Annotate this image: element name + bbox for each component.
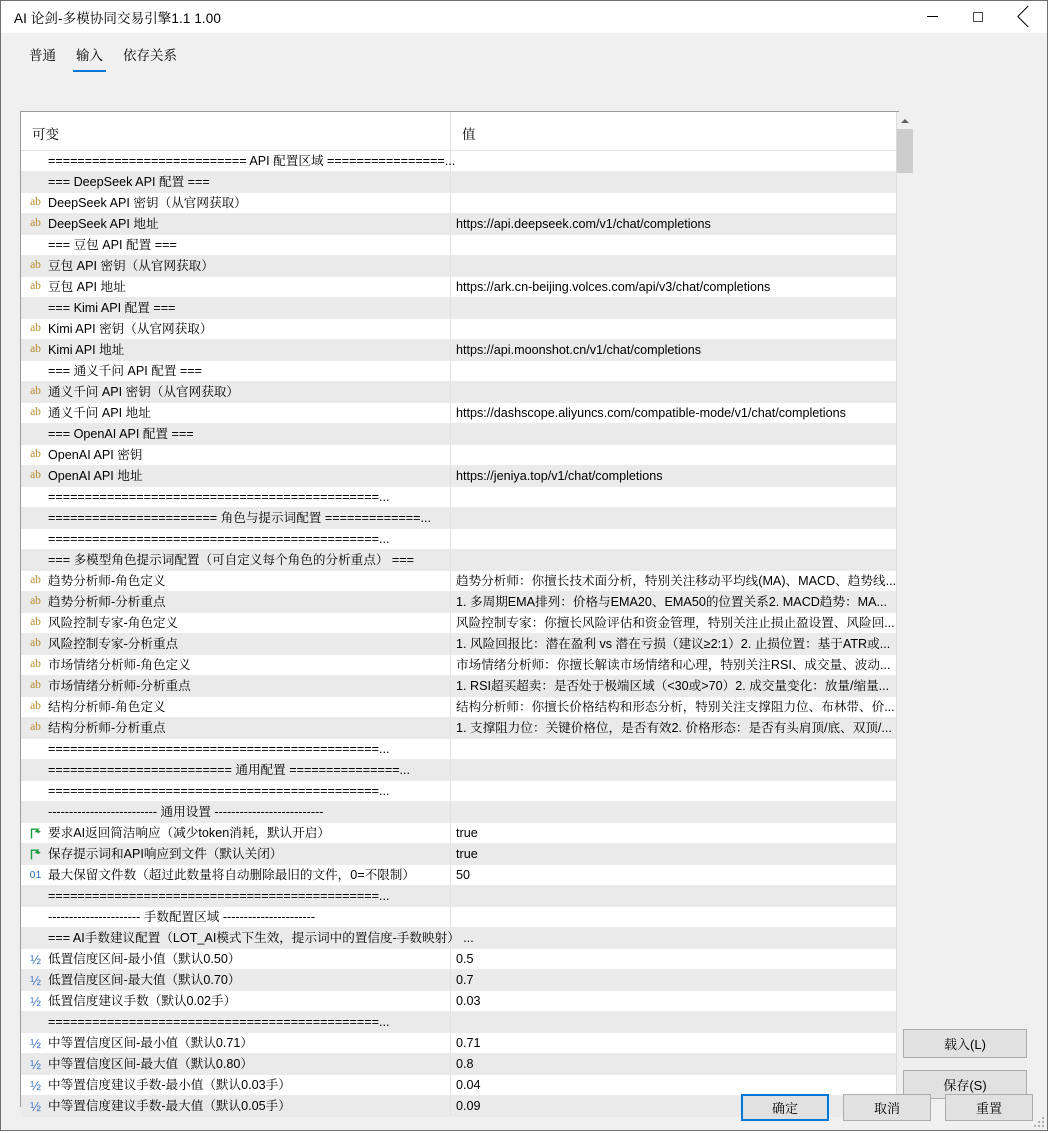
row-variable-cell[interactable] <box>21 340 451 360</box>
row-value-cell[interactable] <box>451 340 896 360</box>
table-row[interactable] <box>21 697 896 718</box>
row-value-label: 1. 支撑阻力位：关键价格位，是否有效2. 价格形态：是否有头肩顶/底、双顶/... <box>456 720 892 735</box>
row-variable-label: 中等置信度区间-最小值（默认0.71） <box>48 1035 254 1050</box>
tab-strip <box>1 41 187 71</box>
table-row[interactable] <box>21 823 896 844</box>
table-row[interactable] <box>21 1054 896 1075</box>
row-value-cell[interactable] <box>451 760 896 780</box>
row-variable-cell[interactable] <box>21 172 451 192</box>
row-value-cell[interactable] <box>451 529 896 549</box>
table-row[interactable] <box>21 382 896 403</box>
row-variable-label: 通义千问 API 密钥（从官网获取） <box>48 384 240 399</box>
row-value-cell[interactable] <box>451 571 896 591</box>
row-variable-label: ========================= 通用配置 ===============... <box>48 762 411 777</box>
row-variable-cell[interactable] <box>21 193 451 213</box>
table-row[interactable] <box>21 991 896 1012</box>
row-variable-cell[interactable] <box>21 403 451 423</box>
row-variable-cell[interactable] <box>21 571 451 591</box>
save-button[interactable]: 保存(S) <box>903 1070 1027 1099</box>
row-variable-label: 低置信度建议手数（默认0.02手） <box>48 993 237 1008</box>
row-variable-label: 豆包 API 密钥（从官网获取） <box>48 258 214 273</box>
row-variable-label: 中等置信度建议手数-最大值（默认0.05手） <box>48 1098 291 1113</box>
maximize-button[interactable] <box>955 1 1001 32</box>
row-value-label: true <box>456 846 478 861</box>
row-value-label: https://ark.cn-beijing.volces.com/api/v3/chat/completions <box>456 279 771 294</box>
row-variable-label: 风险控制专家-角色定义 <box>48 615 179 630</box>
row-value-cell[interactable] <box>451 970 896 990</box>
table-row[interactable] <box>21 256 896 277</box>
table-row[interactable] <box>21 760 896 781</box>
table-row[interactable] <box>21 949 896 970</box>
row-variable-label: ======================= 角色与提示词配置 =============... <box>48 510 432 525</box>
string-type-icon: ab <box>30 196 41 209</box>
row-value-cell[interactable] <box>451 487 896 507</box>
row-variable-label: === 通义千问 API 配置 === <box>48 363 202 378</box>
row-variable-cell[interactable] <box>21 256 451 276</box>
string-type-icon: ab <box>30 259 41 272</box>
row-variable-cell[interactable] <box>21 466 451 486</box>
table-row[interactable] <box>21 571 896 592</box>
row-value-cell[interactable] <box>451 718 896 738</box>
tab-dependencies[interactable]: 依存关系 <box>123 48 177 63</box>
table-row[interactable] <box>21 172 896 193</box>
row-variable-cell[interactable] <box>21 970 451 990</box>
row-variable-cell[interactable] <box>21 991 451 1011</box>
table-rows <box>21 151 896 1117</box>
table-row[interactable] <box>21 466 896 487</box>
row-variable-label: =========================== API 配置区域 ================... <box>48 153 456 168</box>
chevron-up-icon <box>901 119 909 123</box>
string-type-icon: ab <box>30 385 41 398</box>
row-variable-label: 豆包 API 地址 <box>48 279 126 294</box>
row-value-cell[interactable] <box>451 739 896 759</box>
row-variable-cell[interactable] <box>21 1012 451 1032</box>
row-variable-label: OpenAI API 密钥 <box>48 447 143 462</box>
row-variable-cell[interactable] <box>21 298 451 318</box>
string-type-icon: ab <box>30 322 41 335</box>
row-variable-cell[interactable] <box>21 550 451 570</box>
row-value-cell[interactable] <box>451 466 896 486</box>
double-type-icon: ½ <box>30 1056 41 1072</box>
row-variable-label: =============================================... <box>48 741 390 756</box>
close-icon <box>1018 11 1030 23</box>
header-value: 值 <box>462 127 476 142</box>
row-value-label: 1. 多周期EMA排列：价格与EMA20、EMA50的位置关系2. MACD趋势：MA... <box>456 594 888 609</box>
string-type-icon: ab <box>30 343 41 356</box>
table-row[interactable] <box>21 928 896 949</box>
row-variable-label: =============================================... <box>48 783 390 798</box>
string-type-icon: ab <box>30 616 41 629</box>
row-value-label: 50 <box>456 867 471 882</box>
row-value-cell[interactable] <box>451 613 896 633</box>
row-value-cell[interactable] <box>451 634 896 654</box>
row-value-label: https://dashscope.aliyuncs.com/compatible-mode/v1/chat/completions <box>456 405 846 420</box>
row-variable-cell[interactable] <box>21 781 451 801</box>
row-variable-cell[interactable] <box>21 151 456 171</box>
row-value-label: https://api.moonshot.cn/v1/chat/completions <box>456 342 702 357</box>
string-type-icon: ab <box>30 406 41 419</box>
table-row[interactable] <box>21 529 896 550</box>
row-variable-cell[interactable] <box>21 382 451 402</box>
table-row[interactable] <box>21 886 896 907</box>
double-type-icon: ½ <box>30 1035 41 1051</box>
row-variable-label: =============================================... <box>48 888 390 903</box>
row-value-cell[interactable] <box>451 256 896 276</box>
row-variable-label: 趋势分析师-分析重点 <box>48 594 166 609</box>
row-value-cell[interactable] <box>451 214 896 234</box>
table-row[interactable] <box>21 781 896 802</box>
table-row[interactable] <box>21 277 896 298</box>
maximize-icon <box>973 12 983 22</box>
row-variable-cell[interactable] <box>21 508 451 528</box>
row-variable-label: === AI手数建议配置（LOT_AI模式下生效，提示词中的置信度-手数映射） ... <box>48 930 474 945</box>
row-value-cell[interactable] <box>451 445 896 465</box>
row-value-label: 0.8 <box>456 1056 474 1071</box>
row-value-cell[interactable] <box>451 424 896 444</box>
row-variable-label: 通义千问 API 地址 <box>48 405 151 420</box>
row-variable-cell[interactable] <box>21 361 451 381</box>
row-value-cell[interactable] <box>451 928 896 948</box>
vertical-scrollbar[interactable] <box>896 112 913 1106</box>
row-variable-cell[interactable] <box>21 634 451 654</box>
row-variable-label: =============================================... <box>48 531 390 546</box>
row-variable-label: DeepSeek API 密钥（从官网获取） <box>48 195 247 210</box>
row-value-cell[interactable] <box>451 172 896 192</box>
string-type-icon: ab <box>30 595 41 608</box>
row-variable-cell[interactable] <box>21 1033 451 1053</box>
row-value-cell[interactable] <box>451 592 896 612</box>
row-value-cell[interactable] <box>451 550 896 570</box>
scroll-up-button[interactable] <box>897 112 913 129</box>
boolean-type-icon <box>27 827 44 840</box>
row-value-label: 趋势分析师：你擅长技术面分析，特别关注移动平均线(MA)、MACD、趋势线... <box>456 573 897 588</box>
window-title: AI 论剑-多模协同交易引擎1.1 1.00 <box>14 10 221 26</box>
load-button[interactable]: 载入(L) <box>903 1029 1027 1058</box>
row-variable-cell[interactable] <box>21 739 451 759</box>
table-row[interactable] <box>21 403 896 424</box>
row-value-label: 1. RSI超买超卖：是否处于极端区域（<30或>70）2. 成交量变化：放量/缩量... <box>456 678 890 693</box>
table-row[interactable] <box>21 1033 896 1054</box>
boolean-type-icon <box>27 848 44 861</box>
resize-grip[interactable] <box>1032 1115 1044 1127</box>
cancel-button[interactable]: 取消 <box>843 1094 931 1121</box>
row-value-label: 市场情绪分析师：你擅长解读市场情绪和心理，特别关注RSI、成交量、波动... <box>456 657 891 672</box>
table-row[interactable] <box>21 508 896 529</box>
row-value-label: 结构分析师：你擅长价格结构和形态分析，特别关注支撑阻力位、布林带、价... <box>456 699 895 714</box>
double-type-icon: ½ <box>30 1077 41 1093</box>
row-variable-cell[interactable] <box>21 865 451 885</box>
reset-button[interactable]: 重置 <box>945 1094 1033 1121</box>
row-value-label: 0.5 <box>456 951 474 966</box>
row-variable-label: 低置信度区间-最大值（默认0.70） <box>48 972 241 987</box>
row-variable-cell[interactable] <box>21 214 451 234</box>
table-row[interactable] <box>21 214 896 235</box>
row-variable-label: OpenAI API 地址 <box>48 468 143 483</box>
string-type-icon: ab <box>30 469 41 482</box>
row-variable-cell[interactable] <box>21 928 474 948</box>
double-type-icon: ½ <box>30 951 41 967</box>
string-type-icon: ab <box>30 658 41 671</box>
table-row[interactable] <box>21 739 896 760</box>
row-value-cell[interactable] <box>451 361 896 381</box>
row-value-cell[interactable] <box>451 1033 896 1053</box>
row-variable-cell[interactable] <box>21 844 451 864</box>
double-type-icon: ½ <box>30 972 41 988</box>
row-variable-cell[interactable] <box>21 529 451 549</box>
table-header-row <box>21 112 896 151</box>
string-type-icon: ab <box>30 217 41 230</box>
row-variable-label: -------------------------- 通用设置 -------------------------- <box>48 804 324 819</box>
table-row[interactable] <box>21 487 896 508</box>
window-controls <box>909 1 1047 32</box>
string-type-icon: ab <box>30 637 41 650</box>
row-value-cell[interactable] <box>451 298 896 318</box>
row-value-label: 1. 风险回报比：潜在盈利 vs 潜在亏损（建议≥2:1）2. 止损位置：基于ATR或... <box>456 636 891 651</box>
row-value-cell[interactable] <box>451 886 896 906</box>
table-row[interactable] <box>21 592 896 613</box>
row-variable-cell[interactable] <box>21 592 451 612</box>
row-variable-label: 要求AI返回简洁响应（减少token消耗，默认开启） <box>48 825 330 840</box>
row-value-cell[interactable] <box>451 823 896 843</box>
table-row[interactable] <box>21 802 896 823</box>
row-value-cell[interactable] <box>451 193 896 213</box>
tab-common[interactable]: 普通 <box>29 48 56 63</box>
row-variable-cell[interactable] <box>21 886 451 906</box>
row-variable-cell[interactable] <box>21 1096 451 1116</box>
row-value-label: true <box>456 825 478 840</box>
row-variable-label: =============================================... <box>48 489 390 504</box>
row-variable-label: DeepSeek API 地址 <box>48 216 159 231</box>
table-row[interactable] <box>21 1075 896 1096</box>
header-variable: 可变 <box>21 112 451 150</box>
ok-button[interactable]: 确定 <box>741 1094 829 1121</box>
table-row[interactable] <box>21 865 896 886</box>
row-value-label: 风险控制专家：你擅长风险评估和资金管理，特别关注止损止盈设置、风险回... <box>456 615 895 630</box>
row-variable-label: 风险控制专家-分析重点 <box>48 636 179 651</box>
row-value-label: https://jeniya.top/v1/chat/completions <box>456 468 663 483</box>
table-row[interactable] <box>21 634 896 655</box>
string-type-icon: ab <box>30 574 41 587</box>
table-row[interactable] <box>21 151 896 172</box>
row-variable-label: === DeepSeek API 配置 === <box>48 174 210 189</box>
row-value-cell[interactable] <box>451 1075 896 1095</box>
double-type-icon: ½ <box>30 1098 41 1114</box>
table-row[interactable] <box>21 319 896 340</box>
row-variable-label: Kimi API 密钥（从官网获取） <box>48 321 213 336</box>
row-variable-label: === 豆包 API 配置 === <box>48 237 177 252</box>
table-row[interactable] <box>21 844 896 865</box>
row-value-cell[interactable] <box>451 697 896 717</box>
row-variable-cell[interactable] <box>21 655 451 675</box>
row-variable-cell[interactable] <box>21 277 451 297</box>
row-value-cell[interactable] <box>451 844 896 864</box>
string-type-icon: ab <box>30 679 41 692</box>
table-row[interactable] <box>21 445 896 466</box>
row-variable-label: ---------------------- 手数配置区域 ---------------------- <box>48 909 316 924</box>
row-variable-cell[interactable] <box>21 718 451 738</box>
table-row[interactable] <box>21 970 896 991</box>
window-content <box>1 33 1047 1130</box>
row-variable-label: 中等置信度区间-最大值（默认0.80） <box>48 1056 254 1071</box>
row-variable-label: 中等置信度建议手数-最小值（默认0.03手） <box>48 1077 291 1092</box>
title-bar <box>1 1 1047 33</box>
row-variable-cell[interactable] <box>21 949 451 969</box>
row-variable-label: 结构分析师-分析重点 <box>48 720 166 735</box>
row-value-cell[interactable] <box>451 865 896 885</box>
double-type-icon: ½ <box>30 993 41 1009</box>
table-row[interactable] <box>21 676 896 697</box>
row-variable-label: === 多模型角色提示词配置（可自定义每个角色的分析重点） === <box>48 552 414 567</box>
row-variable-cell[interactable] <box>21 424 451 444</box>
row-variable-cell[interactable] <box>21 487 451 507</box>
row-variable-label: 最大保留文件数（超过此数量将自动删除最旧的文件，0=不限制） <box>48 867 415 882</box>
row-value-cell[interactable] <box>451 235 896 255</box>
row-variable-label: === Kimi API 配置 === <box>48 300 176 315</box>
table-row[interactable] <box>21 907 896 928</box>
row-variable-label: Kimi API 地址 <box>48 342 125 357</box>
row-variable-cell[interactable] <box>21 676 451 696</box>
row-variable-label: 市场情绪分析师-分析重点 <box>48 678 191 693</box>
minimize-icon <box>927 16 938 17</box>
row-value-label: https://api.deepseek.com/v1/chat/completions <box>456 216 711 231</box>
row-value-cell[interactable] <box>451 781 896 801</box>
row-variable-cell[interactable] <box>21 802 451 822</box>
row-value-cell[interactable] <box>451 1054 896 1074</box>
row-value-cell[interactable] <box>451 403 896 423</box>
close-button[interactable] <box>1001 1 1047 32</box>
table-row[interactable] <box>21 718 896 739</box>
row-value-cell[interactable] <box>451 949 896 969</box>
string-type-icon: ab <box>30 721 41 734</box>
table-row[interactable] <box>21 193 896 214</box>
minimize-button[interactable] <box>909 1 955 32</box>
row-value-label: 0.03 <box>456 993 481 1008</box>
row-value-label: 0.09 <box>456 1098 481 1113</box>
row-variable-cell[interactable] <box>21 319 451 339</box>
row-variable-cell[interactable] <box>21 907 451 927</box>
row-variable-cell[interactable] <box>21 697 451 717</box>
table-row[interactable] <box>21 340 896 361</box>
row-value-cell[interactable] <box>451 907 896 927</box>
table-row[interactable] <box>21 613 896 634</box>
integer-type-icon: 01 <box>29 868 42 881</box>
table-row[interactable] <box>21 298 896 319</box>
row-variable-cell[interactable] <box>21 613 451 633</box>
string-type-icon: ab <box>30 700 41 713</box>
row-variable-label: 低置信度区间-最小值（默认0.50） <box>48 951 241 966</box>
row-value-cell[interactable] <box>451 802 896 822</box>
dialog-button-bar <box>741 1094 1033 1121</box>
row-variable-label: === OpenAI API 配置 === <box>48 426 194 441</box>
row-value-cell[interactable] <box>451 319 896 339</box>
row-value-cell[interactable] <box>451 277 896 297</box>
row-variable-label: 市场情绪分析师-角色定义 <box>48 657 191 672</box>
row-variable-cell[interactable] <box>21 760 451 780</box>
row-value-cell[interactable] <box>451 991 896 1011</box>
row-value-cell[interactable] <box>451 655 896 675</box>
row-value-cell[interactable] <box>451 151 896 171</box>
string-type-icon: ab <box>30 280 41 293</box>
scrollbar-thumb[interactable] <box>897 129 913 173</box>
row-value-cell[interactable] <box>451 1012 896 1032</box>
row-value-label: 0.04 <box>456 1077 481 1092</box>
string-type-icon: ab <box>30 448 41 461</box>
row-variable-cell[interactable] <box>21 823 451 843</box>
row-variable-cell[interactable] <box>21 235 451 255</box>
table-row[interactable] <box>21 235 896 256</box>
row-variable-label: =============================================... <box>48 1014 390 1029</box>
table-row[interactable] <box>21 361 896 382</box>
table-row[interactable] <box>21 655 896 676</box>
row-variable-label: 保存提示词和API响应到文件（默认关闭） <box>48 846 283 861</box>
row-variable-cell[interactable] <box>21 1054 451 1074</box>
row-variable-label: 趋势分析师-角色定义 <box>48 573 166 588</box>
table-row[interactable] <box>21 550 896 571</box>
row-value-label: 0.7 <box>456 972 474 987</box>
row-variable-label: 结构分析师-角色定义 <box>48 699 166 714</box>
row-value-cell[interactable] <box>451 508 896 528</box>
row-value-label: 0.71 <box>456 1035 481 1050</box>
table-row[interactable] <box>21 1012 896 1033</box>
row-value-cell[interactable] <box>451 382 896 402</box>
tab-inputs[interactable]: 输入 <box>66 41 113 72</box>
row-variable-cell[interactable] <box>21 1075 451 1095</box>
row-value-cell[interactable] <box>451 676 896 696</box>
table-row[interactable] <box>21 424 896 445</box>
row-variable-cell[interactable] <box>21 445 451 465</box>
